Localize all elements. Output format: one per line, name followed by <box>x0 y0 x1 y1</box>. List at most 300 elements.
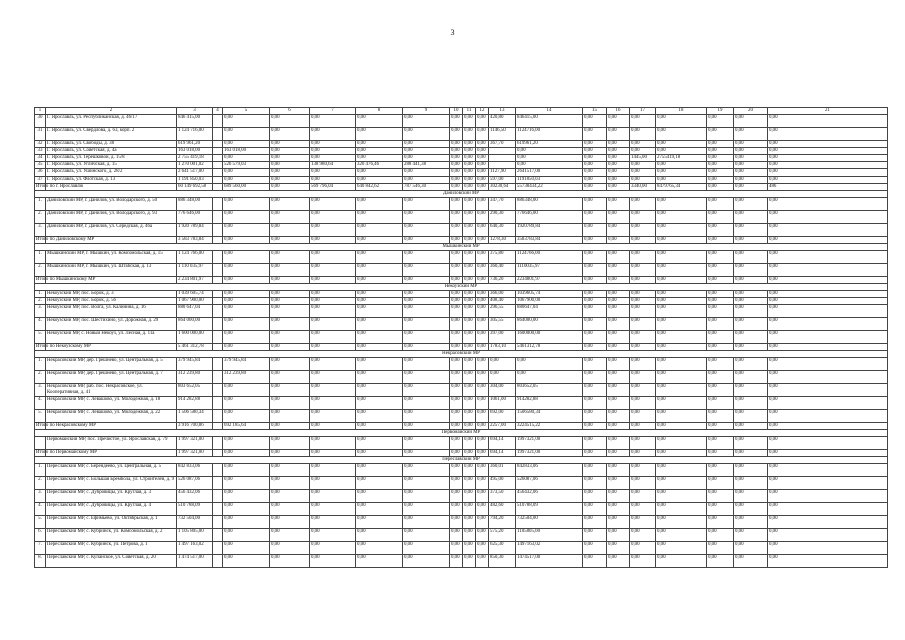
value-cell: 0,00 <box>656 542 707 555</box>
value-cell: 0,00 <box>583 503 607 516</box>
column-number: 12 <box>476 108 489 115</box>
value-cell: 0,00 <box>270 516 310 529</box>
value-cell: 0,00 <box>583 263 607 276</box>
value-cell: 0,00 <box>768 397 888 410</box>
value-cell: 0,00 <box>607 464 630 477</box>
value-cell: 0,00 <box>356 318 403 331</box>
column-number: 3 <box>177 108 213 115</box>
value-cell: 1278,30 <box>489 236 516 243</box>
value-cell: 0,00 <box>310 503 356 516</box>
value-cell: 0,00 <box>403 503 450 516</box>
value-cell: 0,00 <box>607 298 630 305</box>
value-cell: 736,20 <box>489 276 516 283</box>
value-cell: 0,00 <box>403 115 450 128</box>
value-cell: 0,00 <box>734 423 768 430</box>
value-cell: 0,00 <box>656 236 707 243</box>
value-cell <box>213 115 223 128</box>
value-cell <box>213 155 223 162</box>
value-cell: 0,00 <box>403 542 450 555</box>
value-cell: 0,00 <box>607 503 630 516</box>
value-cell: 0,00 <box>607 210 630 223</box>
value-cell: 3. <box>35 490 46 503</box>
value-cell: 305,55 <box>489 318 516 331</box>
column-number: 15 <box>583 108 607 115</box>
value-cell: 0,00 <box>310 344 356 351</box>
value-cell: 0,00 <box>476 358 489 371</box>
value-cell: 0,00 <box>768 115 888 128</box>
value-cell: 0,00 <box>310 298 356 305</box>
value-cell: 0,00 <box>463 542 476 555</box>
value-cell: 0,00 <box>270 176 310 183</box>
table-row <box>35 516 888 529</box>
value-cell: 7. <box>35 542 46 555</box>
value-cell: 0,00 <box>463 115 476 128</box>
value-cell <box>213 464 223 477</box>
value-cell: 0,00 <box>476 148 489 155</box>
value-cell: 0,00 <box>476 464 489 477</box>
value-cell: 347,70 <box>489 197 516 210</box>
value-cell: 0,00 <box>707 128 734 141</box>
value-cell: 0,00 <box>463 318 476 331</box>
value-cell: 0,00 <box>707 141 734 148</box>
value-cell: 0,00 <box>356 344 403 351</box>
value-cell: 0,00 <box>403 529 450 542</box>
value-cell: 1124766,00 <box>516 250 583 263</box>
column-number: 8 <box>356 108 403 115</box>
value-cell: 0,00 <box>310 276 356 283</box>
value-cell: 0,00 <box>656 148 707 155</box>
value-cell: 0,00 <box>223 542 270 555</box>
value-cell: 0,00 <box>450 371 463 384</box>
value-cell: 0,00 <box>270 503 310 516</box>
value-cell: 0,00 <box>768 331 888 344</box>
value-cell: 0,00 <box>607 450 630 457</box>
value-cell: 0,00 <box>656 450 707 457</box>
value-cell: 0,00 <box>768 148 888 155</box>
value-cell: 0,00 <box>656 276 707 283</box>
value-cell: 0,00 <box>403 263 450 276</box>
table-row <box>35 128 888 141</box>
value-cell: 1 067 900,00 <box>177 298 213 305</box>
address-cell: Некрасовский МР, с. Левашово, ул. Молодежная, д. 18 <box>46 397 177 410</box>
value-cell: 0,00 <box>734 477 768 490</box>
value-cell: 0,00 <box>476 236 489 243</box>
value-cell: 0,00 <box>450 358 463 371</box>
value-cell: 0,00 <box>450 516 463 529</box>
value-cell: 0,00 <box>310 176 356 183</box>
value-cell: 526 087,06 <box>177 477 213 490</box>
value-cell: 880 647,04 <box>177 305 213 318</box>
value-cell: 0,00 <box>707 477 734 490</box>
value-cell: 60 149 692,58 <box>177 183 213 190</box>
value-cell: 1061,00 <box>489 397 516 410</box>
value-cell: 0,00 <box>310 437 356 450</box>
value-cell: 0,00 <box>463 529 476 542</box>
value-cell: 0,00 <box>463 477 476 490</box>
value-cell: 0,00 <box>450 305 463 318</box>
value-cell: 0,00 <box>463 263 476 276</box>
address-cell: Г. Ярославль, ул. Республиканская, д. 46/17 <box>46 115 177 128</box>
address-cell: Некрасовский МР, раб. пос. Некрасовское, ул. Кооперативная, д. 41 <box>46 384 177 397</box>
value-cell: 0,00 <box>450 263 463 276</box>
value-cell: 0,00 <box>310 223 356 236</box>
value-cell: 482,60 <box>489 503 516 516</box>
value-cell <box>213 490 223 503</box>
value-cell: 0,00 <box>768 318 888 331</box>
address-cell: Г. Ярославль, ул. Терешковой, д. 15/8 <box>46 155 177 162</box>
address-cell: Переславский МР, с. Кубринск, ул. Петрова, д. 1 <box>46 542 177 555</box>
value-cell: 0,00 <box>656 410 707 423</box>
value-cell: 0,00 <box>450 410 463 423</box>
value-cell: 30 <box>35 115 46 128</box>
value-cell: 0,00 <box>630 223 656 236</box>
value-cell: 0,00 <box>270 450 310 457</box>
value-cell: 1 124 766,00 <box>177 250 213 263</box>
value-cell: 2. <box>35 263 46 276</box>
value-cell: 0,00 <box>734 290 768 297</box>
value-cell: 0,00 <box>630 331 656 344</box>
value-cell: 0,00 <box>768 490 888 503</box>
value-cell <box>213 516 223 529</box>
value-cell: 0,00 <box>768 155 888 162</box>
value-cell: 0,00 <box>450 276 463 283</box>
value-cell: 0,00 <box>356 223 403 236</box>
value-cell: 1474517,00 <box>516 555 583 568</box>
value-cell: 2 234 801,97 <box>177 276 213 283</box>
value-cell: 0,00 <box>656 555 707 568</box>
value-cell: 0,00 <box>450 437 463 450</box>
value-cell: 0,00 <box>583 141 607 148</box>
value-cell: 0,00 <box>734 298 768 305</box>
value-cell <box>213 371 223 384</box>
value-cell: 0,00 <box>270 169 310 176</box>
value-cell: 0,00 <box>656 331 707 344</box>
column-number: 17 <box>630 108 656 115</box>
value-cell: 0,00 <box>450 141 463 148</box>
address-cell: Некрасовский МР, с. Левашово, ул. Молодежная, д. 22 <box>46 410 177 423</box>
value-cell <box>213 344 223 351</box>
value-cell: 0,00 <box>630 210 656 223</box>
value-cell: 0,00 <box>463 305 476 318</box>
table-row <box>35 384 888 397</box>
value-cell: 886 348,00 <box>177 197 213 210</box>
value-cell: Итого по Даниловскому МР <box>36 236 95 242</box>
value-cell: 0,00 <box>463 169 476 176</box>
value-cell <box>213 250 223 263</box>
value-cell: 2. <box>35 210 46 223</box>
table-row <box>35 155 888 162</box>
value-cell: 0,00 <box>450 397 463 410</box>
value-cell: 1600000,00 <box>516 331 583 344</box>
value-cell: 0,00 <box>450 384 463 397</box>
section-title: Некрасовский МР <box>35 351 888 358</box>
value-cell <box>213 141 223 148</box>
value-cell: 569 796,04 <box>310 183 356 190</box>
value-cell: 2. <box>35 477 46 490</box>
value-cell: 0,00 <box>707 148 734 155</box>
value-cell: 0,00 <box>463 236 476 243</box>
value-cell: 2755419,18 <box>656 155 707 162</box>
value-cell: 0,00 <box>707 318 734 331</box>
value-cell: 0,00 <box>403 128 450 141</box>
value-cell: 1 600 000,00 <box>177 331 213 344</box>
value-cell: 0,00 <box>630 290 656 297</box>
value-cell: 0,00 <box>707 410 734 423</box>
value-cell: 0,00 <box>356 210 403 223</box>
value-cell: 0,00 <box>450 210 463 223</box>
value-cell: 0,00 <box>270 384 310 397</box>
page-number: 3 <box>450 28 455 37</box>
value-cell: 0,00 <box>734 464 768 477</box>
value-cell: 0,00 <box>450 331 463 344</box>
value-cell: 0,00 <box>707 542 734 555</box>
value-cell: 0,00 <box>768 162 888 169</box>
value-cell: 36 <box>35 169 46 176</box>
value-cell: 0,00 <box>403 410 450 423</box>
section-header-row <box>35 190 888 197</box>
value-cell: 0,00 <box>630 162 656 169</box>
value-cell: 5. <box>35 516 46 529</box>
value-cell: 0,00 <box>734 503 768 516</box>
value-cell: 0,00 <box>310 305 356 318</box>
value-cell: 366,00 <box>489 290 516 297</box>
value-cell: 1 920 789,84 <box>177 223 213 236</box>
value-cell: 0,00 <box>223 410 270 423</box>
value-cell: 0,00 <box>450 169 463 176</box>
value-cell: 0,00 <box>583 305 607 318</box>
value-cell: 0,00 <box>734 437 768 450</box>
value-cell: 526 579,03 <box>223 162 270 169</box>
value-cell: 0,00 <box>768 290 888 297</box>
value-cell: 0,00 <box>223 155 270 162</box>
table-row <box>35 477 888 490</box>
value-cell: 456432,06 <box>516 490 583 503</box>
program-table-wrap <box>34 107 887 568</box>
value-cell: 0,00 <box>607 176 630 183</box>
value-cell: 2234801,97 <box>516 276 583 283</box>
value-cell: 0,00 <box>630 276 656 283</box>
value-cell: 1039605,74 <box>516 290 583 297</box>
value-cell: 776646,00 <box>516 210 583 223</box>
value-cell: 0,00 <box>463 358 476 371</box>
value-cell: 0,00 <box>356 490 403 503</box>
value-cell <box>489 162 516 169</box>
value-cell: 846415,00 <box>516 115 583 128</box>
value-cell: 296,55 <box>489 305 516 318</box>
value-cell: 373,50 <box>489 490 516 503</box>
table-row <box>35 410 888 423</box>
value-cell <box>213 542 223 555</box>
value-cell: 0,00 <box>656 318 707 331</box>
value-cell <box>213 397 223 410</box>
value-cell: 0,00 <box>450 318 463 331</box>
value-cell: 0,00 <box>583 223 607 236</box>
value-cell: 5. <box>35 331 46 344</box>
value-cell: 0,00 <box>270 250 310 263</box>
value-cell: 0,00 <box>707 155 734 162</box>
value-cell: 0,00 <box>223 516 270 529</box>
value-cell: 1445,00 <box>630 155 656 162</box>
value-cell: 0,00 <box>707 298 734 305</box>
value-cell: 0,00 <box>630 529 656 542</box>
value-cell: 0,00 <box>223 176 270 183</box>
value-cell: 0,00 <box>607 410 630 423</box>
value-cell: 0,00 <box>270 555 310 568</box>
value-cell <box>213 503 223 516</box>
value-cell: 0,00 <box>768 197 888 210</box>
value-cell: 8479765,34 <box>656 183 707 190</box>
value-cell: 1 270 001,02 <box>177 162 213 169</box>
value-cell: 367,70 <box>489 141 516 148</box>
value-cell: 0,00 <box>707 358 734 371</box>
value-cell: 0,00 <box>630 236 656 243</box>
value-cell: Итого по Некрасовскому МР <box>36 423 96 429</box>
value-cell: 375,80 <box>489 250 516 263</box>
value-cell: 694,14 <box>489 450 516 457</box>
value-cell: 1. <box>35 197 46 210</box>
value-cell: 0,00 <box>270 155 310 162</box>
value-cell: 0,00 <box>310 263 356 276</box>
value-cell: 0,00 <box>403 169 450 176</box>
value-cell: 0,00 <box>707 464 734 477</box>
value-cell: 0,00 <box>734 148 768 155</box>
value-cell: 0,00 <box>768 276 888 283</box>
value-cell: 0,00 <box>463 397 476 410</box>
value-cell: 0,00 <box>270 128 310 141</box>
total-row <box>35 450 888 457</box>
value-cell: 3 916 700,86 <box>177 423 213 430</box>
value-cell: 0,00 <box>223 384 270 397</box>
value-cell: 0,00 <box>403 148 450 155</box>
value-cell: 0,00 <box>656 464 707 477</box>
value-cell: 842833,06 <box>516 464 583 477</box>
value-cell: 0,00 <box>310 555 356 568</box>
value-cell: 0,00 <box>607 490 630 503</box>
value-cell: 0,00 <box>656 529 707 542</box>
address-cell: Первомайский МР, пос. Пречистое, ул. Ярославская, д. 79 <box>46 437 177 450</box>
value-cell: 0,00 <box>707 344 734 351</box>
value-cell: 0,00 <box>310 529 356 542</box>
value-cell: 420,80 <box>489 115 516 128</box>
value-cell: 397,00 <box>489 331 516 344</box>
table-row <box>35 298 888 305</box>
address-cell: Г. Ярославль, ул. Свободы, д. 38 <box>46 141 177 148</box>
value-cell: 0,00 <box>310 331 356 344</box>
value-cell: 0,00 <box>768 371 888 384</box>
value-cell: 1997321,00 <box>516 450 583 457</box>
value-cell: 0,00 <box>476 169 489 176</box>
table-row <box>35 197 888 210</box>
value-cell: 0,00 <box>583 318 607 331</box>
value-cell: 0,00 <box>583 183 607 190</box>
value-cell: 0,00 <box>734 358 768 371</box>
value-cell: 0,00 <box>768 250 888 263</box>
value-cell: 0,00 <box>768 516 888 529</box>
value-cell: 0,00 <box>768 423 888 430</box>
value-cell: 0,00 <box>516 155 583 162</box>
value-cell: 0,00 <box>463 450 476 457</box>
value-cell: 732504,00 <box>516 516 583 529</box>
value-cell: 0,00 <box>463 464 476 477</box>
value-cell: 0,00 <box>450 450 463 457</box>
value-cell: 0,00 <box>310 423 356 430</box>
value-cell <box>213 263 223 276</box>
value-cell: 0,00 <box>270 344 310 351</box>
table-row <box>35 358 888 371</box>
value-cell: 0,00 <box>630 477 656 490</box>
value-cell: 0,00 <box>630 141 656 148</box>
value-cell: 312 239,80 <box>223 371 270 384</box>
value-cell: 0,00 <box>707 276 734 283</box>
value-cell: 0,00 <box>450 464 463 477</box>
value-cell: 0,00 <box>630 344 656 351</box>
value-cell: 0,00 <box>734 128 768 141</box>
value-cell: 5. <box>35 410 46 423</box>
value-cell: 0,00 <box>583 169 607 176</box>
value-cell: 0,00 <box>463 141 476 148</box>
value-cell: 692,00 <box>489 410 516 423</box>
value-cell: 880647,04 <box>516 305 583 318</box>
value-cell: 0,00 <box>476 141 489 148</box>
value-cell: 0,00 <box>356 128 403 141</box>
value-cell: 0,00 <box>476 115 489 128</box>
address-cell: Г. Ярославль, ул. Угличская, д. 15 <box>46 162 177 169</box>
section-title: Некоузский МР <box>35 283 888 290</box>
value-cell: Итого по г. Ярославлю <box>36 183 84 189</box>
value-cell: 0,00 <box>463 503 476 516</box>
value-cell: 0,00 <box>768 437 888 450</box>
value-cell: 0,00 <box>223 331 270 344</box>
value-cell: 0,00 <box>476 397 489 410</box>
value-cell: 0,00 <box>476 477 489 490</box>
value-cell: 803 652,05 <box>177 384 213 397</box>
value-cell: 1783,10 <box>489 344 516 351</box>
table-row <box>35 169 888 176</box>
value-cell: 1 997 321,00 <box>177 437 213 450</box>
value-cell <box>213 197 223 210</box>
value-cell: 0,00 <box>734 410 768 423</box>
value-cell: 0,00 <box>476 331 489 344</box>
value-cell: 0,00 <box>707 371 734 384</box>
value-cell: 2. <box>35 371 46 384</box>
value-cell: 0,00 <box>356 263 403 276</box>
value-cell: 0,00 <box>356 464 403 477</box>
value-cell: 0,00 <box>450 236 463 243</box>
value-cell: 0,00 <box>734 162 768 169</box>
value-cell: 0,00 <box>310 516 356 529</box>
value-cell: 0,00 <box>463 162 476 169</box>
value-cell: 0,00 <box>656 197 707 210</box>
value-cell: 0,00 <box>583 210 607 223</box>
value-cell: 0,00 <box>734 263 768 276</box>
value-cell: 0,00 <box>656 115 707 128</box>
value-cell: 379 945,84 <box>223 358 270 371</box>
value-cell: 34 <box>35 155 46 162</box>
value-cell: 0,00 <box>356 169 403 176</box>
value-cell: 0,00 <box>516 162 583 169</box>
value-cell: 0,00 <box>463 210 476 223</box>
value-cell: 0,00 <box>607 305 630 318</box>
value-cell: 0,00 <box>583 344 607 351</box>
value-cell: 0,00 <box>310 410 356 423</box>
value-cell: 0,00 <box>707 437 734 450</box>
value-cell: 0,00 <box>270 263 310 276</box>
value-cell: 0,00 <box>476 223 489 236</box>
value-cell: 0,00 <box>223 128 270 141</box>
value-cell: 0,00 <box>734 331 768 344</box>
value-cell: 0,00 <box>768 210 888 223</box>
value-cell: 0,00 <box>476 490 489 503</box>
